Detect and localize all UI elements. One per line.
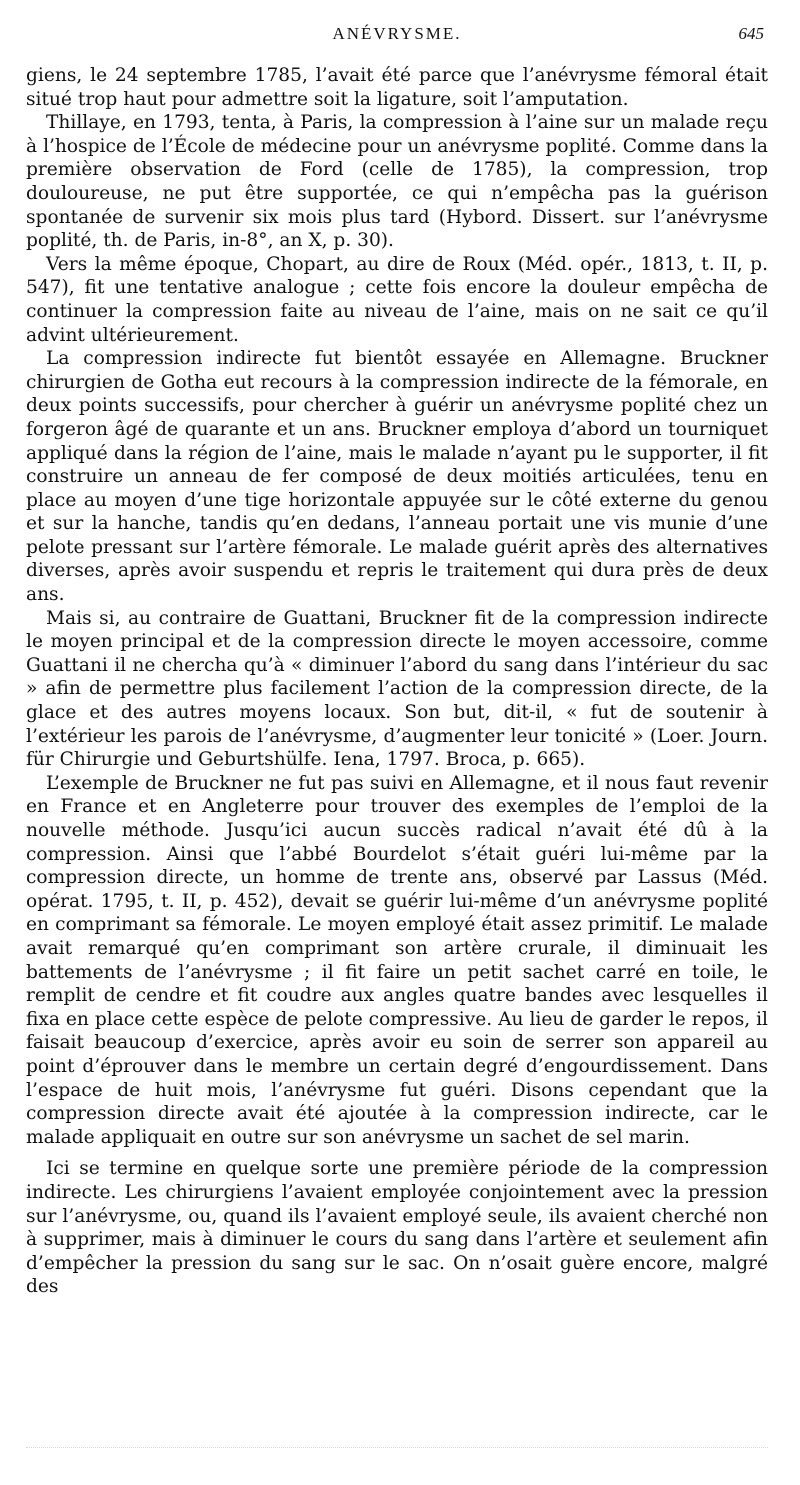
paragraph-1: giens, le 24 septembre 1785, l’avait été parce que l’anévrysme fémoral était situé trop haut pour admettre soit la ligature, soit l’amputation. xyxy=(26,65,768,110)
paragraph-3: Vers la même époque, Chopart, au dire de Roux (Méd. opér., 1813, t. II, p. 547), fit une tentative analogue ; cette fois encore la douleur empêcha de continuer la compression faite au niveau de l’aine, mais on ne sait ce qu’il advint ultérieurement. xyxy=(26,253,768,346)
running-head xyxy=(26,10,768,43)
paragraph-4: La compression indirecte fut bientôt essayée en Allemagne. Bruckner chirurgien de Gotha eut recours à la compression indirecte de la fémorale, en deux points successifs, pour chercher à guérir un anévrysme poplité chez un forgeron âgé de quarante et un ans. Bruckner employa d’abord un tourniquet appliqué dans la région de l’aine, mais le malade n’ayant pu le supporter, il fit construire un anneau de fer composé de deux moitiés articulées, tenu en place au moyen d’une tige horizontale appuyée sur le côté externe du genou et sur la hanche, tandis qu’en dedans, l’anneau portait une vis munie d’une pelote pressant sur l’artère fémorale. Le malade guérit après des alternatives diverses, après avoir suspendu et repris le traitement qui dura près de deux ans. xyxy=(26,348,768,606)
body-text xyxy=(26,64,768,1299)
paragraph-6: L’exemple de Bruckner ne fut pas suivi en Allemagne, et il nous faut revenir en France et en Angleterre pour trouver des exemples de l’emploi de la nouvelle méthode. Jusqu’ici aucun succès radical n’avait été dû à la compression. Ainsi que l’abbé Bourdelot s’était guéri lui-même par la compression directe, un homme de trente ans, observé par Lassus (Méd. opérat. 1795, t. II, p. 452), devait se guérir lui-même d’un anévrysme poplité en comprimant sa fémorale. Le moyen employé était assez primitif. Le malade avait remarqué qu’en comprimant son artère crurale, il diminuait les battements de l’anévrysme ; il fit faire un petit sachet carré en toile, le remplit de cendre et fit coudre aux angles quatre bandes avec lesquelles il fixa en place cette espèce de pelote compressive. Au lieu de garder le repos, il faisait beaucoup d’exercice, après avoir eu soin de serrer son appareil au point d’éprouver dans le membre un certain degré d’engourdissement. Dans l’espace de huit mois, l’anévrysme fut guéri. Disons cependant que la compression directe avait été ajoutée à la compression indirecte, car le malade appliquait en outre sur son anévrysme un sachet de sel marin. xyxy=(26,772,768,1148)
bottom-margin-marks xyxy=(26,1447,768,1448)
paragraph-5: Mais si, au contraire de Guattani, Bruckner fit de la compression indirecte le moyen principal et de la compression directe le moyen accessoire, comme Guattani il ne chercha qu’à « diminuer l’abord du sang dans l’intérieur du sac » afin de permettre plus facilement l’action de la compression directe, de la glace et des autres moyens locaux. Son but, dit-il, « fut de soutenir à l’extérieur les parois de l’anévrysme, d’augmenter leur tonicité » (Loer. Journ. für Chirurgie und Geburtshülfe. Iena, 1797. Broca, p. 665). xyxy=(26,607,768,771)
paragraph-7: Ici se termine en quelque sorte une première période de la compression indirecte. Les chirurgiens l’avaient employée conjointement avec la pression sur l’anévrysme, ou, quand ils l’avaient employé seule, ils avaient cherché non à supprimer, mais à diminuer le cours du sang dans l’artère et seulement afin d’empêcher la pression du sang sur le sac. On n’osait guère encore, malgré des xyxy=(26,1158,768,1298)
paragraph-2: Thillaye, en 1793, tenta, à Paris, la compression à l’aine sur un malade reçu à l’hospice de l’École de médecine pour un anévrysme poplité. Comme dans la première observation de Ford (celle de 1785), la compression, trop douloureuse, ne put être supportée, ce qui n’empêcha pas la guérison spontanée de survenir six mois plus tard (Hybord. Dissert. sur l’anévrysme poplité, th. de Paris, in-8°, an X, p. 30). xyxy=(26,112,768,252)
page xyxy=(26,10,768,1299)
running-title: ANÉVRYSME. xyxy=(332,24,462,43)
page-number: 645 xyxy=(738,24,764,43)
